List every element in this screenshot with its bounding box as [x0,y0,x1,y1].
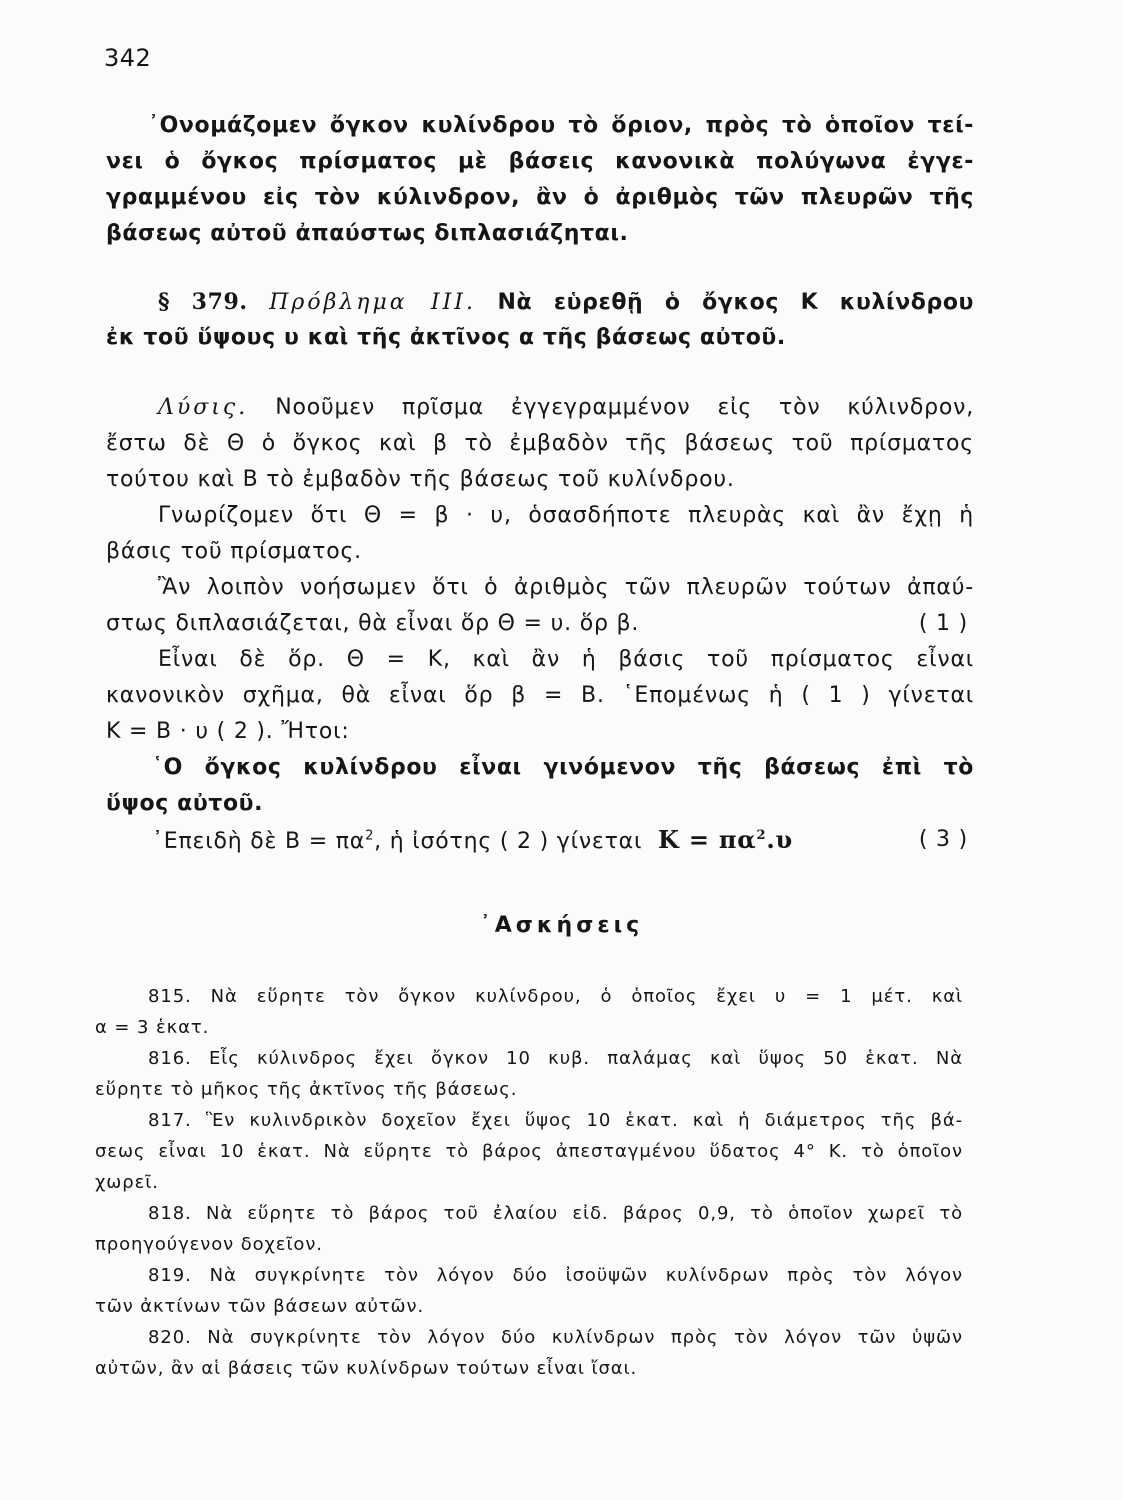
exercise-item [95,1198,963,1260]
exercise-line: εὕρητε τὸ μῆκος τῆς ἀκτῖνος τῆς βάσεως. [95,1079,518,1100]
solution-text [106,390,974,858]
solution-line: βάσις τοῦ πρίσματος. [106,539,362,564]
solution-line: Κ = Β · υ ( 2 ). Ἤτοι: [106,719,350,744]
solution-line: τούτου καὶ Β τὸ ἐμβαδὸν τῆς βάσεως τοῦ κυλίνδρου. [106,467,735,492]
final-sup: 2 [365,828,375,844]
exercise-item [95,981,963,1043]
equation-number-1: ( 1 ) [918,611,968,636]
exercise-line: 815. Νὰ εὕρητε τὸν ὄγκον κυλίνδρου, ὁ ὁποῖος ἔχει υ = 1 μέτ. καὶ [148,986,963,1007]
problem-line-1 [106,284,974,320]
exercise-line: προηγούγενον δοχεῖον. [95,1234,323,1255]
definition-line: ᾿Ονομάζομεν ὄγκον κυλίνδρου τὸ ὅριον, πρὸς τὸ ὁποῖον τεί- [148,113,974,138]
formula-main: Κ = πα [658,825,757,854]
exercise-line: σεως εἶναι 10 ἑκατ. Νὰ εὕρητε τὸ βάρος ἀπεσταγμένου ὕδατος 4° Κ. τὸ ὁποῖον [95,1141,963,1162]
problem-label: Πρόβλημα III. [269,290,476,315]
problem-statement [106,284,974,356]
exercise-item [95,1322,963,1384]
definition-line: νει ὁ ὄγκος πρίσματος μὲ βάσεις κανονικὰ πολύγωνα ἐγγε- [106,149,974,174]
solution-line: Γνωρίζομεν ὅτι Θ = β · υ, ὁσασδήποτε πλευρὰς καὶ ἂν ἔχῃ ἡ [158,503,974,528]
exercise-line: 820. Νὰ συγκρίνητε τὸν λόγον δύο κυλίνδρων πρὸς τὸν λόγον τῶν ὑψῶν [148,1327,963,1348]
exercises-list [95,981,963,1384]
definition-line: βάσεως αὐτοῦ ἀπαύστως διπλασιάζηται. [106,221,629,246]
section-number: § 379. [158,289,248,315]
exercise-item [95,1105,963,1198]
solution-line: Ἂν λοιπὸν νοήσωμεν ὅτι ὁ ἀριθμὸς τῶν πλευρῶν τούτων ἀπαύ- [158,575,974,600]
solution-line [106,390,974,426]
final-formula [658,825,793,854]
solution-line-text: στως διπλασιάζεται, θὰ εἶναι ὅρ Θ = υ. ὅρ β. [106,611,640,636]
final-formula-line [106,822,974,858]
solution-line-text: Νοοῦμεν πρῖσμα ἐγγεγραμμένον εἰς τὸν κύλινδρον, [275,395,974,420]
solution-line [106,606,974,642]
exercises-heading: ᾿Ασκήσεις [479,913,644,938]
problem-title: Νὰ εὑρεθῇ ὁ ὄγκος Κ κυλίνδρου [497,290,975,315]
exercise-line: α = 3 ἑκατ. [95,1017,210,1038]
page-number: 342 [104,44,152,72]
solution-line: κανονικὸν σχῆμα, θὰ εἶναι ὅρ β = Β. ῾Επομένως ἡ ( 1 ) γίνεται [106,683,974,708]
result-statement: ῾Ο ὄγκος κυλίνδρου εἶναι γινόμενον τῆς βάσεως ἐπὶ τὸ [152,755,974,780]
exercise-line: 816. Εἷς κύλινδρος ἔχει ὄγκον 10 κυβ. παλάμας καὶ ὕψος 50 ἑκατ. Νὰ [148,1048,963,1069]
result-statement: ὕψος αὐτοῦ. [106,791,264,816]
exercise-item [95,1260,963,1322]
exercise-line: χωρεῖ. [95,1172,159,1193]
final-mid: , ἡ ἰσότης ( 2 ) γίνεται [374,829,643,854]
equation-number-3: ( 3 ) [918,827,968,852]
exercise-line: τῶν ἀκτίνων τῶν βάσεων αὐτῶν. [95,1296,425,1317]
formula-end: .υ [766,825,793,854]
solution-line: Εἶναι δὲ ὅρ. Θ = Κ, καὶ ἂν ἡ βάσις τοῦ πρίσματος εἶναι [158,647,974,672]
formula-sup: 2 [756,828,767,843]
definition-line: γραμμένου εἰς τὸν κύλινδρον, ἂν ὁ ἀριθμὸς τῶν πλευρῶν τῆς [106,185,974,210]
definition-paragraph [106,108,974,252]
problem-line-2: ἐκ τοῦ ὕψους υ καὶ τῆς ἀκτῖνος α τῆς βάσεως αὐτοῦ. [106,325,786,350]
solution-label: Λύσις. [158,395,249,420]
exercise-item [95,1043,963,1105]
exercise-line: 817. Ἓν κυλινδρικὸν δοχεῖον ἔχει ὕψος 10 ἑκατ. καὶ ἡ διάμετρος τῆς βά- [148,1110,963,1131]
exercise-line: 819. Νὰ συγκρίνητε τὸν λόγον δύο ἰσοϋψῶν κυλίνδρων πρὸς τὸν λόγον [148,1265,963,1286]
final-text: ᾿Επειδὴ δὲ Β = πα [152,829,366,854]
solution-line: ἔστω δὲ Θ ὁ ὄγκος καὶ β τὸ ἐμβαδὸν τῆς βάσεως τοῦ πρίσματος [106,431,974,456]
exercise-line: 818. Νὰ εὕρητε τὸ βάρος τοῦ ἐλαίου εἰδ. βάρος 0,9, τὸ ὁποῖον χωρεῖ τὸ [148,1203,963,1224]
exercise-line: αὐτῶν, ἂν αἱ βάσεις τῶν κυλίνδρων τούτων εἶναι ἴσαι. [95,1358,638,1379]
